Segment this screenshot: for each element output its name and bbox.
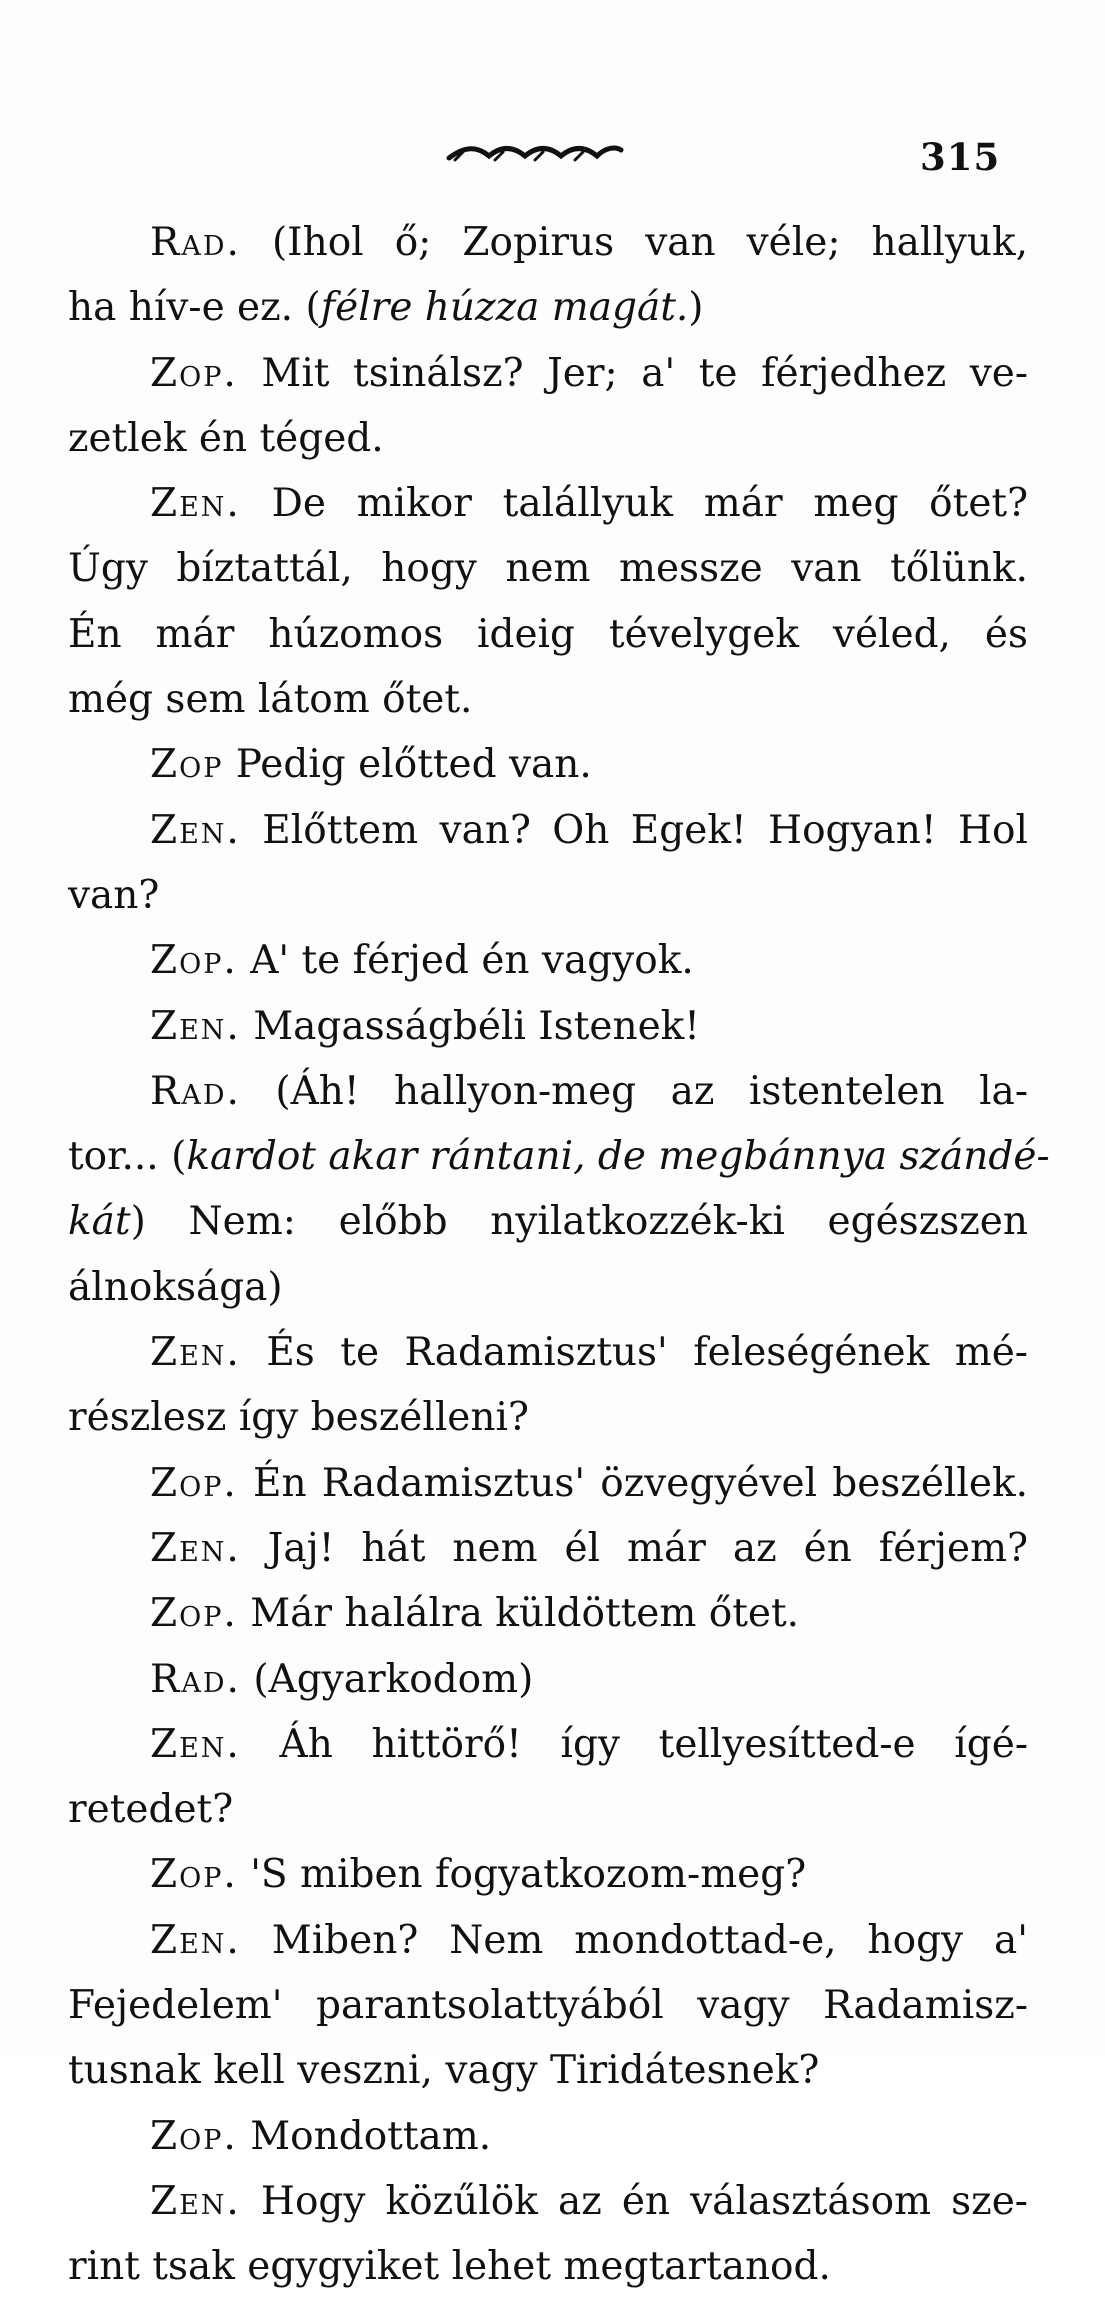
line-text: Én már húzomos ideig tévelygek véled, és [68, 611, 1028, 657]
text-line [68, 2104, 1028, 2169]
line-text: Miben? Nem mondottad-e, hogy a' [240, 1917, 1028, 1963]
page-number: 315 [920, 135, 1001, 179]
speaker-name: Zop. [150, 1460, 238, 1506]
line-text: Hogy közűlök az én választásom sze- [240, 2178, 1028, 2224]
line-text: Magasságbéli Istenek! [240, 1003, 700, 1049]
line-text: álnoksága) [68, 1264, 283, 1310]
speaker-name: Zop [150, 742, 224, 788]
speaker-name: Rad. [150, 1656, 241, 1702]
line-text: tusnak kell veszni, vagy Tiridátesnek? [68, 2048, 820, 2094]
line-text: Pedig előtted van. [223, 742, 592, 788]
speaker-name: Zen. [150, 807, 241, 853]
text-line [68, 798, 1028, 863]
line-text: ha hív-e ez. ( [68, 285, 321, 331]
text-line [68, 2169, 1028, 2234]
text-line [68, 1255, 1028, 1320]
text-line [68, 602, 1028, 667]
line-text: És te Radamisztus' feleségének mé- [240, 1330, 1028, 1376]
text-line [68, 1712, 1028, 1777]
text-line [68, 1777, 1028, 1842]
line-text: Áh hittörő! így tellyesítted-e ígé- [240, 1721, 1028, 1767]
line-text: még sem látom őtet. [68, 677, 473, 723]
text-line [68, 406, 1028, 471]
text-line [68, 732, 1028, 797]
text-line [68, 1842, 1028, 1907]
speaker-name: Rad. [150, 1068, 241, 1114]
text-line [68, 275, 1028, 340]
line-text: A' te férjed én vagyok. [237, 938, 694, 984]
text-line [68, 2234, 1028, 2299]
line-text: Mit tsinálsz? Jer; a' te férjedhez ve- [237, 350, 1028, 396]
text-line [68, 1320, 1028, 1385]
speaker-name: Zop. [150, 1591, 238, 1637]
line-text: De mikor talállyuk már meg őtet? [240, 481, 1028, 527]
text-line [68, 2038, 1028, 2103]
line-text: (Ihol ő; Zopirus van véle; hallyuk, [240, 220, 1028, 265]
speaker-name: Zop. [150, 1852, 238, 1898]
dialogue-text [68, 210, 1050, 2300]
speaker-name: Rad. [150, 220, 241, 265]
line-text: retedet? [68, 1787, 234, 1833]
line-text: (Áh! hallyon-meg az istentelen la- [240, 1068, 1028, 1114]
line-text: Úgy bíztattál, hogy nem messze van tőlünk. [68, 546, 1028, 592]
line-text: Jaj! hát nem él már az én férjem? [240, 1525, 1028, 1571]
text-line [68, 994, 1028, 1059]
line-text: Én Radamisztus' özvegyével beszéllek. [237, 1460, 1028, 1506]
text-line [68, 863, 1028, 928]
text-line [68, 1973, 1028, 2038]
speaker-name: Zop. [150, 350, 238, 396]
line-text: részlesz így beszélleni? [68, 1395, 529, 1441]
speaker-name: Zen. [150, 1003, 241, 1049]
text-line [68, 928, 1028, 993]
speaker-name: Zen. [150, 1721, 241, 1767]
text-line [68, 1647, 1028, 1712]
text-line [68, 1581, 1028, 1646]
line-text: ) [688, 285, 704, 331]
text-line [68, 667, 1028, 732]
speaker-name: Zen. [150, 1330, 241, 1376]
line-text: Fejedelem' parantsolattyából vagy Radamisz- [68, 1983, 1028, 2029]
speaker-name: Zen. [150, 1917, 241, 1963]
line-text: Már halálra küldöttem őtet. [237, 1591, 800, 1637]
speaker-name: Zen. [150, 481, 241, 527]
line-text: rint tsak egygyiket lehet megtartanod. [68, 2244, 831, 2290]
speaker-name: Zen. [150, 1525, 241, 1571]
line-text: Előttem van? Oh Egek! Hogyan! Hol [240, 807, 1028, 853]
speaker-name: Zen. [150, 2178, 241, 2224]
line-text: tor... ( [68, 1134, 187, 1180]
text-line [68, 1516, 1028, 1581]
text-line [68, 1059, 1028, 1124]
stage-direction: félre húzza magát. [320, 285, 689, 331]
speaker-name: Zop. [150, 2113, 238, 2159]
stage-direction: kardot akar rántani, de megbánnya szándé- [186, 1134, 1050, 1180]
text-line [68, 1189, 1028, 1254]
text-line [68, 341, 1028, 406]
line-text: ) Nem: előbb nyilatkozzék-ki egészszen [130, 1199, 1028, 1245]
text-line [68, 471, 1028, 536]
line-text: van? [68, 872, 160, 918]
text-line [68, 210, 1028, 275]
speaker-name: Zop. [150, 938, 238, 984]
header-ornament [445, 138, 625, 168]
text-line [68, 1385, 1028, 1450]
line-text: 'S miben fogyatkozom-meg? [237, 1852, 807, 1898]
text-line [68, 1908, 1028, 1973]
text-line [68, 1124, 1050, 1189]
text-line [68, 536, 1028, 601]
stage-direction: kát [68, 1199, 131, 1245]
line-text: (Agyarkodom) [240, 1656, 534, 1702]
line-text: Mondottam. [237, 2113, 492, 2159]
text-line [68, 1451, 1028, 1516]
line-text: zetlek én téged. [68, 415, 384, 461]
